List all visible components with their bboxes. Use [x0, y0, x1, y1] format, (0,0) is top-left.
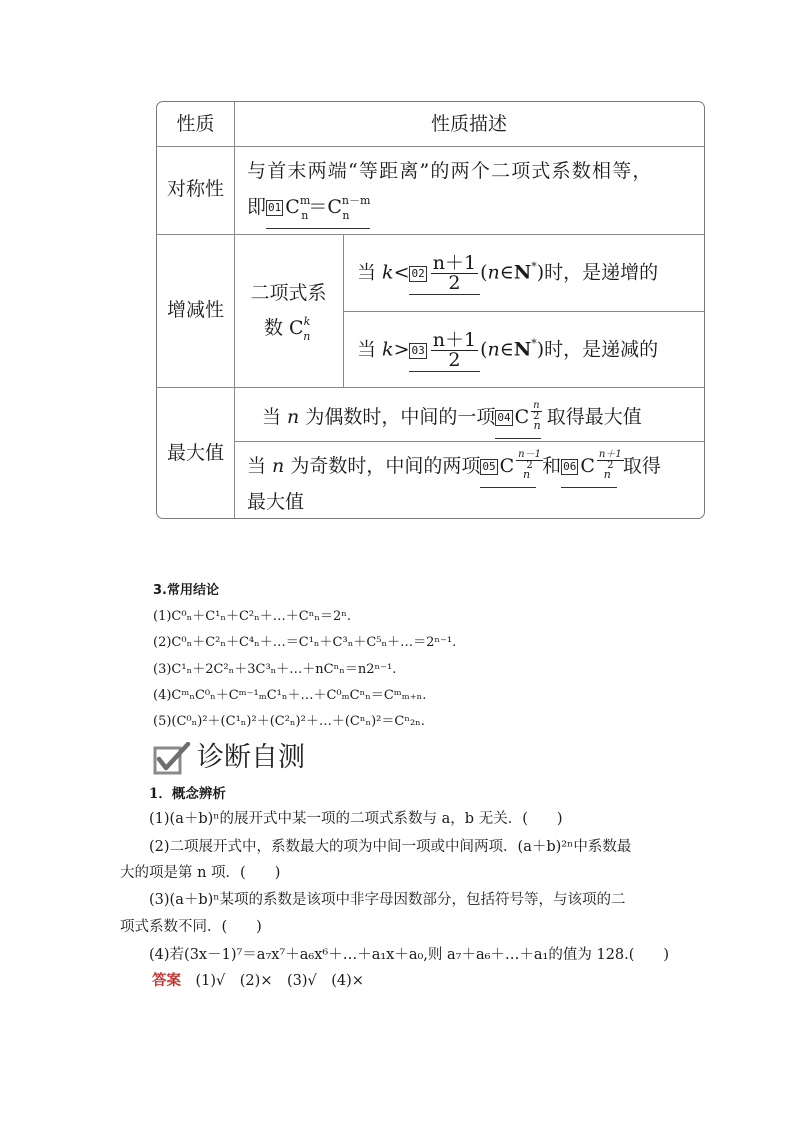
table-divider	[157, 234, 704, 235]
symmetry-prefix: 即	[247, 196, 267, 218]
dec-frac-den: 2	[448, 349, 461, 371]
header-property: 性质	[176, 113, 215, 135]
conclusion-item: (4)CᵐₙC⁰ₙ＋Cᵐ⁻¹ₘC¹ₙ＋…＋C⁰ₘCⁿₙ＝Cᵐₘ₊ₙ.	[153, 688, 427, 703]
monotonic-row-increasing	[357, 254, 658, 295]
answer-line	[152, 968, 364, 994]
odd-and: 和	[536, 455, 562, 477]
monotonic-row-decreasing	[357, 331, 658, 372]
marker-03: 03	[411, 343, 425, 357]
inc-op: <	[393, 261, 410, 284]
dec-cond-var: n	[487, 338, 500, 361]
maximum-odd-row	[247, 449, 661, 488]
marker-02: 02	[411, 266, 425, 280]
odd-mid: 为奇数时，中间的两项	[284, 455, 481, 477]
conclusion-item: (1)C⁰ₙ＋C¹ₙ＋C²ₙ＋…＋Cⁿₙ＝2ⁿ.	[153, 609, 351, 624]
row-label-symmetry: 对称性	[166, 178, 224, 200]
row-label-maximum: 最大值	[166, 442, 224, 464]
inc-frac-num: n＋1	[432, 252, 477, 274]
conclusion-item: (3)C¹ₙ＋2C²ₙ＋3C³ₙ＋…＋nCⁿₙ＝n2ⁿ⁻¹.	[153, 662, 397, 677]
sublabel-text: 数 C	[264, 317, 304, 339]
conclusion-item: (2)C⁰ₙ＋C²ₙ＋C⁴ₙ＋…＝C¹ₙ＋C³ₙ＋C⁵ₙ＋…＝2ⁿ⁻¹.	[153, 635, 457, 650]
odd-prefix: 当	[247, 455, 273, 477]
symmetry-desc-line2	[247, 190, 370, 229]
marker-04: 04	[497, 411, 511, 424]
table-divider	[234, 441, 704, 442]
question-1: (1)(a＋b)ⁿ的展开式中某一项的二项式系数与 a，b 无关．( )	[149, 811, 563, 827]
table-divider	[343, 234, 344, 387]
dec-var: k	[382, 338, 394, 361]
even-suffix: 取得最大值	[540, 406, 642, 428]
diagnosis-section: 1．概念辨析	[149, 786, 226, 802]
dec-cond-in: ∈	[499, 338, 514, 361]
even-mid: 为偶数时，中间的一项	[299, 406, 496, 428]
odd-suffix: 取得	[616, 455, 661, 477]
answer-blank-03	[409, 331, 480, 372]
dec-cond-set: N	[513, 338, 532, 361]
inc-cond-var: n	[487, 261, 500, 284]
odd-var: n	[272, 455, 285, 477]
answer-blank-05: 05 C $^{\frac{n-1}{2}}$ $_n$	[480, 449, 536, 488]
question-2-line2: 大的项是第 n 项．( )	[120, 865, 281, 881]
inc-cond-pre: (	[480, 261, 488, 284]
answer-blank-06: 06 C $^{\frac{n+1}{2}}$ $_n$	[561, 449, 617, 488]
row-label-monotonic: 增减性	[166, 299, 224, 321]
table-divider	[157, 387, 704, 388]
even-prefix: 当	[262, 406, 288, 428]
monotonic-sublabel-line2: 数 $C^k_n$	[264, 315, 311, 343]
maximum-even-row	[262, 400, 642, 439]
question-2-line1: (2)二项展开式中，系数最大的项为中间一项或中间两项．(a＋b)²ⁿ中系数最	[149, 839, 632, 855]
question-4: (4)若(3x－1)⁷＝a₇x⁷＋a₆x⁶＋…＋a₁x＋a₀,则 a₇＋a₆＋…＋a₁的值为 128.( )	[149, 947, 670, 963]
monotonic-sublabel-line1: 二项式系	[250, 282, 327, 304]
table-divider	[234, 102, 235, 518]
answer-blank-04: 04 C $^{\frac{n}{2}}$ $_n$	[495, 400, 540, 439]
inc-prefix: 当	[357, 261, 383, 284]
inc-cond-post: )时，是递增的	[536, 261, 659, 284]
question-3-line1: (3)(a＋b)ⁿ某项的系数是该项中非字母因数部分，包括符号等，与该项的二	[149, 892, 626, 908]
conclusion-item: (5)(C⁰ₙ)²＋(C¹ₙ)²＋(C²ₙ)²＋…＋(Cⁿₙ)²＝Cⁿ₂ₙ.	[153, 714, 425, 729]
answer-blank-01: 01 $C^m_n=C^{n-m}_n$	[266, 190, 369, 229]
question-3-line2: 项式系数不同．( )	[120, 919, 262, 935]
table-divider	[157, 146, 704, 147]
marker-06: 06	[563, 460, 577, 473]
diagnosis-title: 诊断自测	[197, 742, 305, 773]
dec-cond-star: *	[531, 336, 537, 350]
dec-op: >	[393, 338, 410, 361]
dec-prefix: 当	[357, 338, 383, 361]
inc-cond-set: N	[513, 261, 532, 284]
answer-label: 答案	[152, 973, 181, 989]
even-var: n	[287, 406, 300, 428]
marker-01: 01	[268, 201, 282, 214]
dec-cond-pre: (	[480, 338, 488, 361]
answer-text: (1)√ (2)× (3)√ (4)×	[195, 973, 364, 989]
inc-var: k	[382, 261, 394, 284]
inc-cond-star: *	[531, 259, 537, 273]
table-divider	[343, 311, 704, 312]
inc-frac-den: 2	[448, 272, 461, 294]
inc-cond-in: ∈	[499, 261, 514, 284]
symmetry-desc-line1: 与首末两端“等距离”的两个二项式系数相等，	[247, 160, 653, 182]
header-description: 性质描述	[430, 113, 507, 135]
marker-05: 05	[482, 460, 496, 473]
dec-cond-post: )时，是递减的	[536, 338, 659, 361]
dec-frac-num: n＋1	[432, 329, 477, 351]
conclusions-heading: 3.常用结论	[153, 583, 219, 598]
answer-blank-02	[409, 254, 480, 295]
checkbox-check-icon	[153, 742, 191, 775]
maximum-odd-row-line2: 最大值	[247, 491, 305, 513]
